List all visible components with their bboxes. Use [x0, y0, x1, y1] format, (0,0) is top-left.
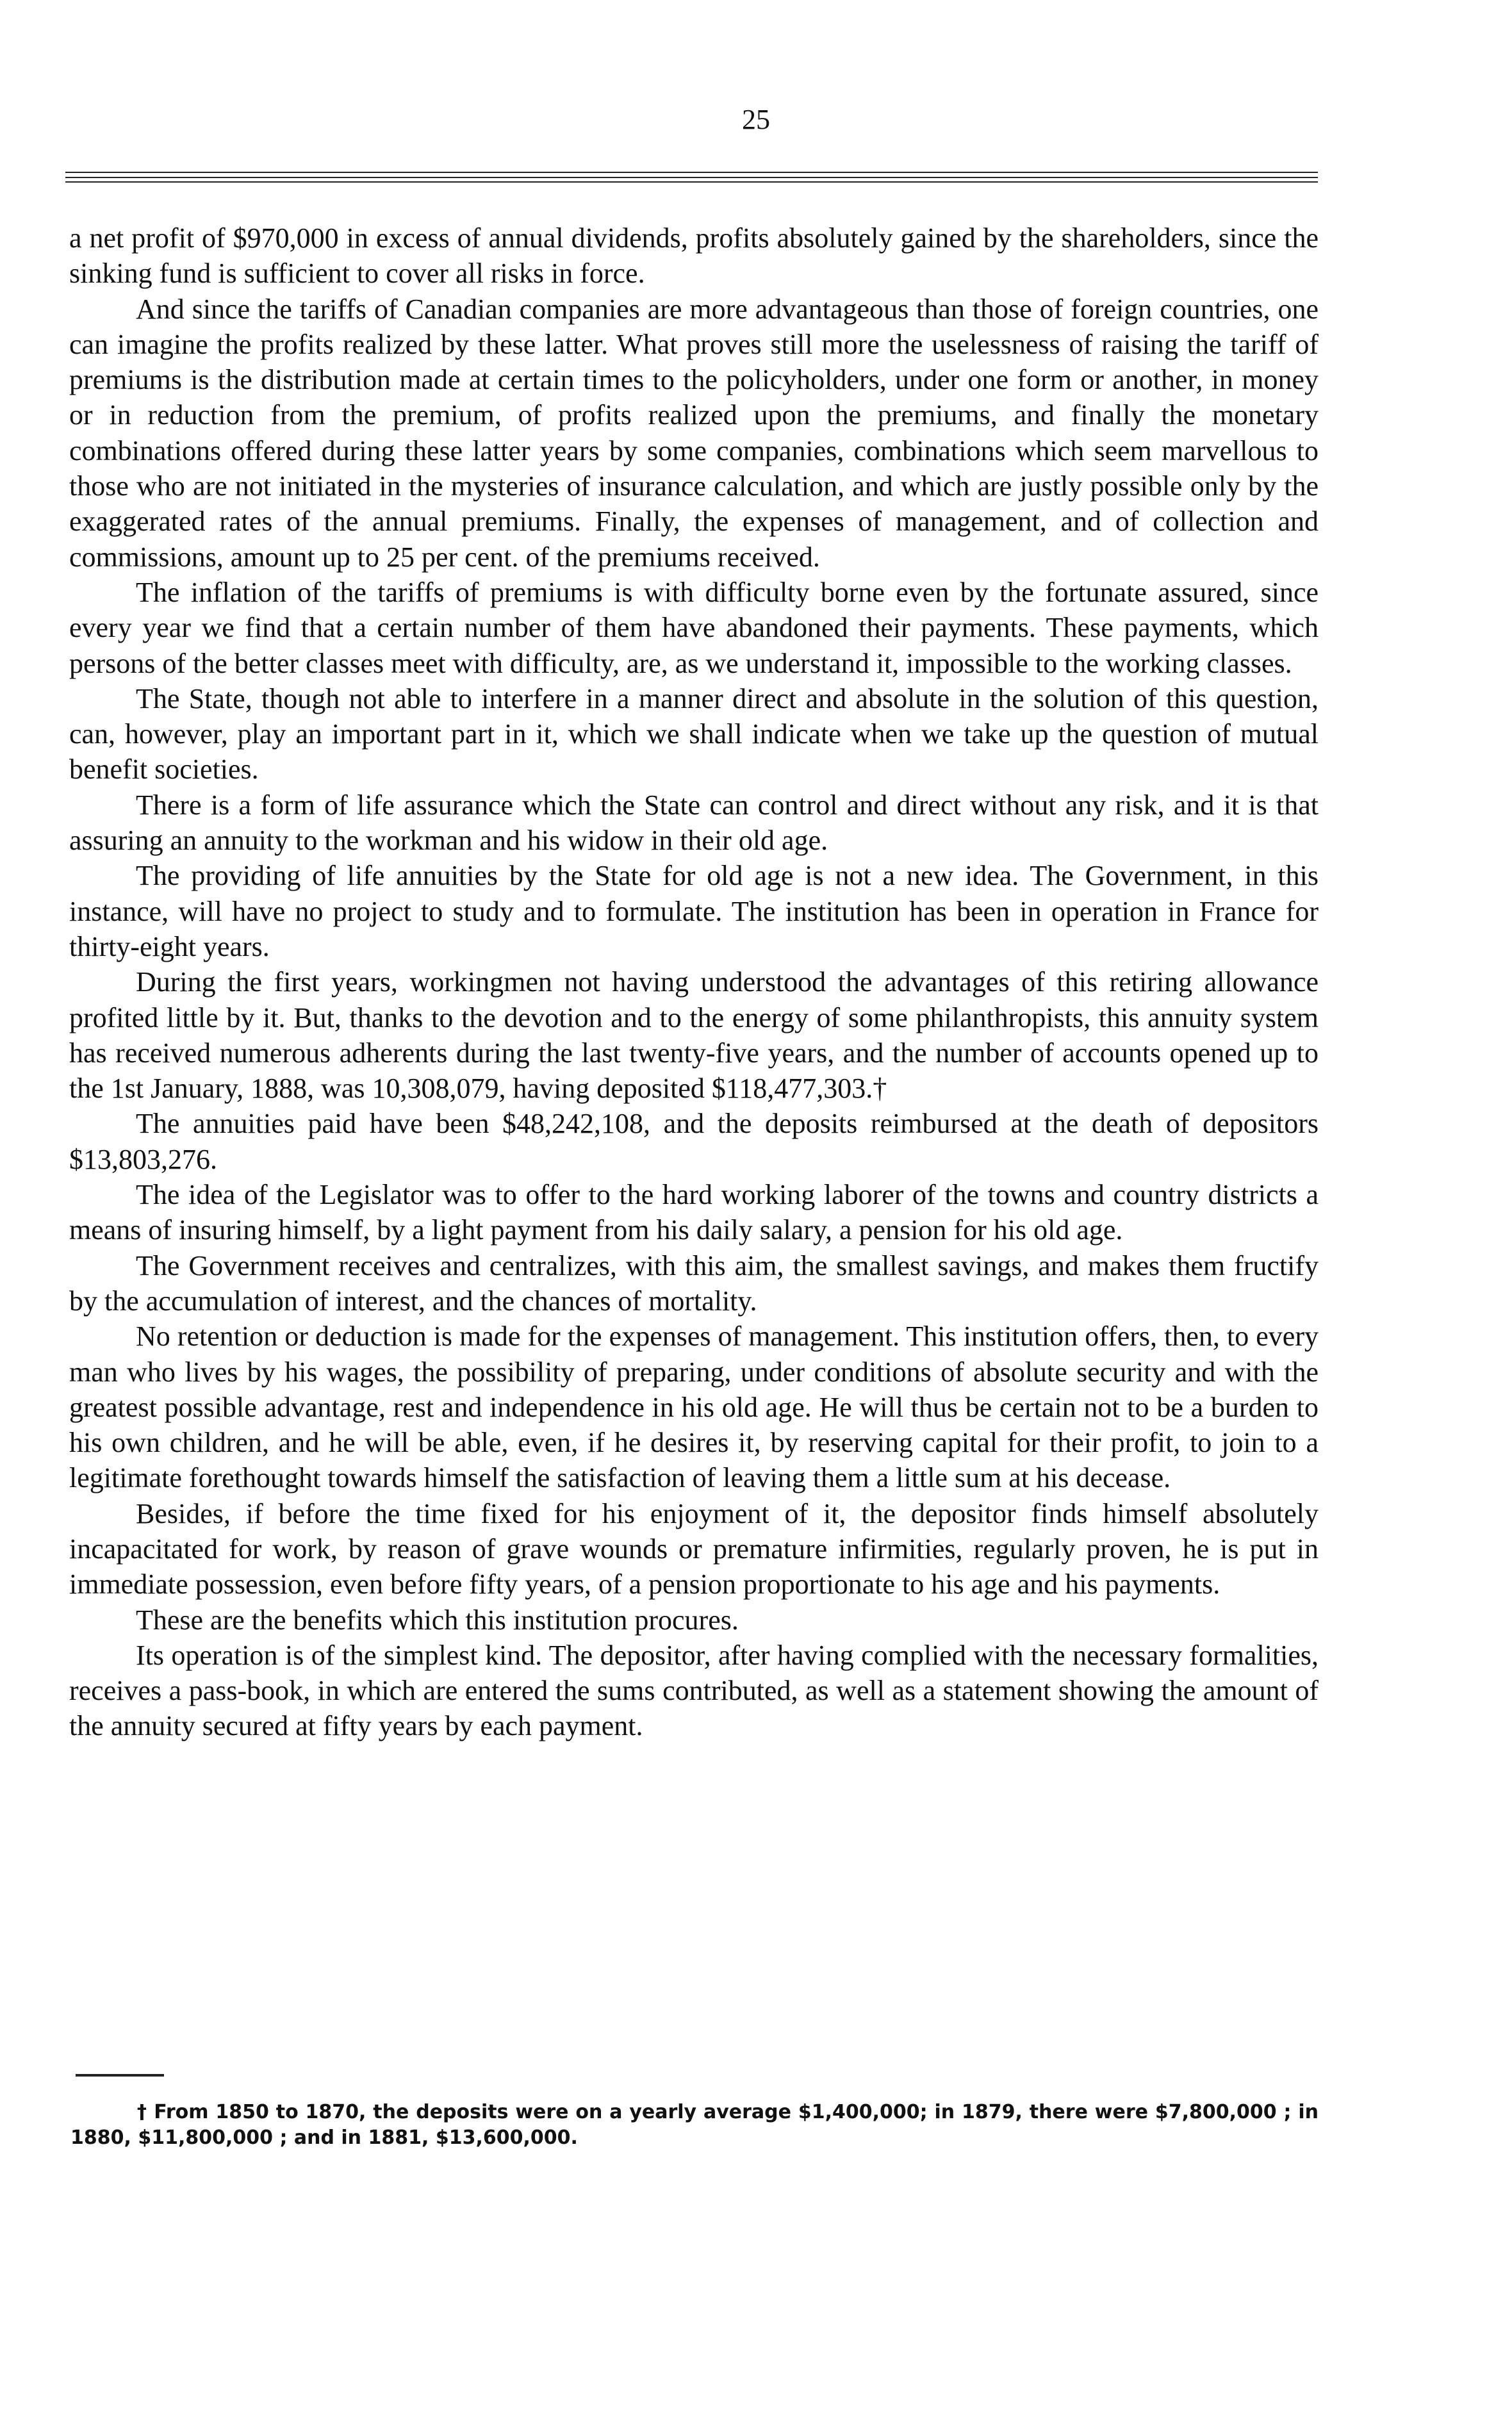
header-rule [65, 177, 1318, 178]
page-number: 25 [742, 104, 770, 135]
paragraph: These are the benefits which this institution procures. [136, 1604, 739, 1636]
paragraph: The State, though not able to interfere in a manner direct and absolute in the solution of this question, can, however, play an important part in it, which we shall indicate when we take up the question of mutual benefit societies. [69, 682, 1319, 786]
paragraph: The inflation of the tariffs of premiums is with difficulty borne even by the fortunate assured, since every year we find that a certain number of them have abandoned their payments. These payments, which persons of the better classes meet with difficulty, are, as we understand it, impossible to the working classes. [69, 576, 1319, 679]
body-text [69, 220, 1319, 1744]
paragraph: Its operation is of the simplest kind. The depositor, after having complied with the necessary formalities, receives a pass-book, in which are entered the sums contributed, as well as a statement showing the amount of the annuity secured at fifty years by each payment. [69, 1639, 1319, 1742]
paragraph: The Government receives and centralizes, with this aim, the smallest savings, and makes them fructify by the accumulation of interest, and the chances of mortality. [69, 1249, 1319, 1317]
paragraph: The idea of the Legislator was to offer to the hard working laborer of the towns and country districts a means of insuring himself, by a light payment from his daily salary, a pension for his old age. [69, 1179, 1319, 1246]
paragraph: There is a form of life assurance which the State can control and direct without any risk, and it is that assuring an annuity to the workman and his widow in their old age. [69, 789, 1319, 857]
paragraph: a net profit of $970,000 in excess of annual dividends, profits absolutely gained by the shareholders, since the sinking fund is sufficient to cover all risks in force. [69, 222, 1319, 290]
paragraph: And since the tariffs of Canadian companies are more advantageous than those of foreign countries, one can imagine the profits realized by these latter. What proves still more the uselessness of raising the tariff of premiums is the distribution made at certain times to the policyholders, under one form or another, in money or in reduction from the premium, of profits realized upon the premiums, and finally the monetary combinations offered during these latter years by some companies, combinations which seem marvellous to those who are not initiated in the mysteries of insurance calculation, and which are justly possible only by the exaggerated rates of the annual premiums. Finally, the expenses of management, and of collection and commissions, amount up to 25 per cent. of the premiums received. [69, 293, 1319, 573]
paragraph: During the first years, workingmen not having understood the advantages of this retiring allowance profited little by it. But, thanks to the devotion and to the energy of some philanthropists, this annuity system has received numerous adherents during the last twenty-five years, and the number of accounts opened up to the 1st January, 1888, was 10,308,079, having deposited $118,477,303.† [69, 966, 1319, 1105]
header-rule [65, 181, 1318, 183]
footnote-rule [76, 2074, 164, 2077]
paragraph: No retention or deduction is made for the expenses of management. This institution offers, then, to every man who lives by his wages, the possibility of preparing, under conditions of absolute security and with the greatest possible advantage, rest and independence in his old age. He will thus be certain not to be a burden to his own children, and he will be able, even, if he desires it, by reserving capital for their profit, to join to a legitimate forethought towards himself the satisfaction of leaving them a little sum at his decease. [69, 1321, 1319, 1494]
header-rule [65, 172, 1318, 173]
paragraph: Besides, if before the time fixed for his enjoyment of it, the depositor finds himself absolutely incapacitated for work, by reason of grave wounds or premature infirmities, regularly proven, he is put in immediate possession, even before fifty years, of a pension proportionate to his age and his payments. [69, 1497, 1319, 1600]
footnote: † From 1850 to 1870, the deposits were on a yearly average $1,400,000; in 1879, there were $7,800,000 ; in 1880, $11,800,000 ; and in 1881, $13,600,000. [70, 2101, 1319, 2149]
paragraph: The providing of life annuities by the State for old age is not a new idea. The Government, in this instance, will have no project to study and to formulate. The institution has been in operation in France for thirty-eight years. [69, 860, 1319, 962]
paragraph: The annuities paid have been $48,242,108, and the deposits reimbursed at the death of depositors $13,803,276. [69, 1108, 1319, 1175]
